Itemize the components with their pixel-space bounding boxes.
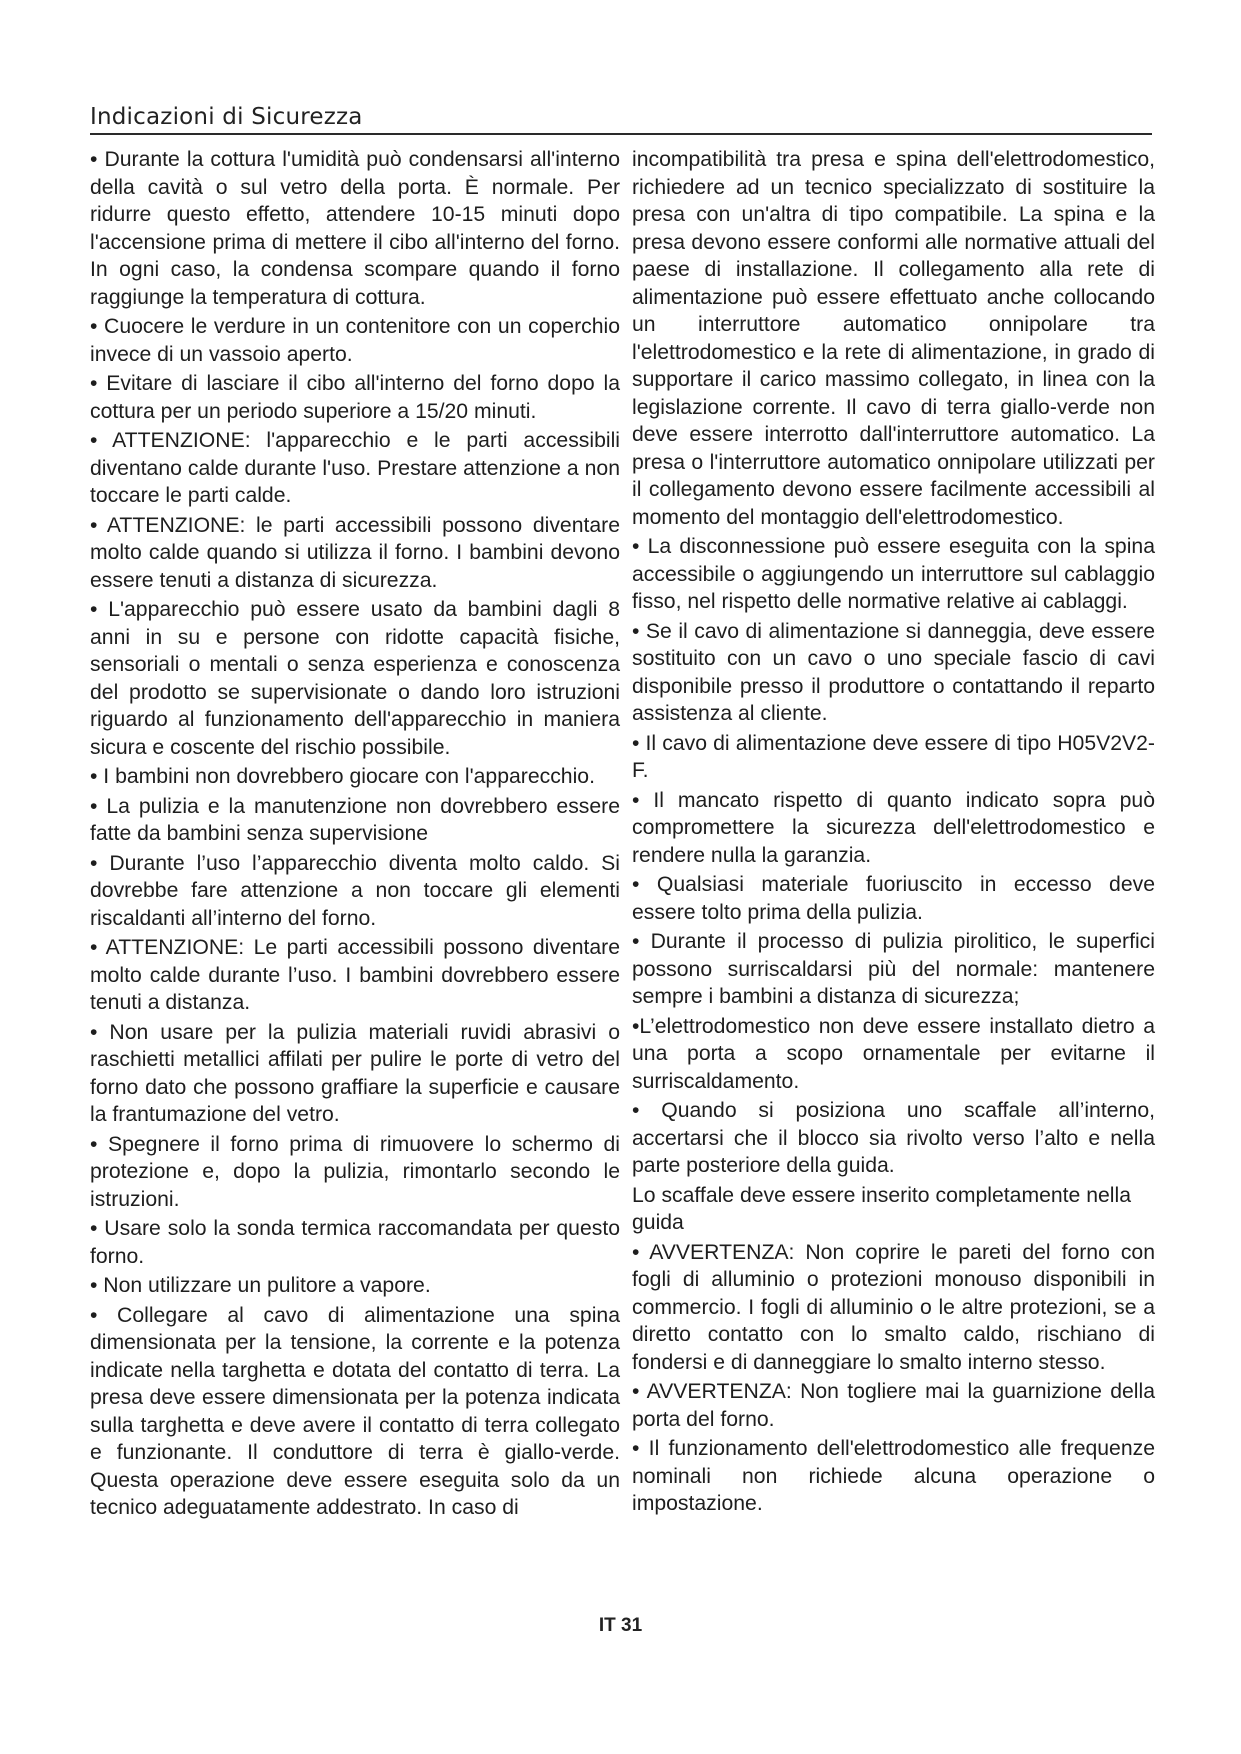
safety-paragraph: • Se il cavo di alimentazione si danneggia, deve essere sostituito con un cavo o uno speciale fascio di cavi disponibile presso il produttore o contattando il reparto assistenza al cliente.: [632, 619, 1155, 725]
safety-paragraph: • Collegare al cavo di alimentazione una spina dimensionata per la tensione, la corrente e la potenza indicate nella targhetta e dotata del contatto di terra. La presa deve essere dimensionata per la potenza indicata sulla targhetta e deve avere il contatto di terra collegato e funzionante. Il conduttore di terra è giallo-verde. Questa operazione deve essere eseguita solo da un tecnico adeguatamente addestrato. In caso di: [90, 1303, 620, 1519]
safety-paragraph: • L'apparecchio può essere usato da bambini dagli 8 anni in su e persone con ridotte capacità fisiche, sensoriali o mentali o senza esperienza e conoscenza del prodotto se supervisionate o dando loro istruzioni riguardo al funzionamento dell'apparecchio in maniera sicura e coscente del rischio possibile.: [90, 598, 620, 759]
safety-paragraph: Lo scaffale deve essere inserito completamente nella guida: [632, 1183, 1131, 1234]
safety-paragraph: • Qualsiasi materiale fuoriuscito in eccesso deve essere tolto prima della pulizia.: [632, 873, 1155, 924]
page-header: [90, 103, 1152, 135]
safety-paragraph: • Il funzionamento dell'elettrodomestico alle frequenze nominali non richiede alcuna operazione o impostazione.: [632, 1437, 1155, 1515]
safety-paragraph: • ATTENZIONE: Le parti accessibili possono diventare molto calde durante l’uso. I bambini dovrebbero essere tenuti a distanza.: [90, 936, 620, 1014]
safety-paragraph: • Usare solo la sonda termica raccomandata per questo forno.: [90, 1217, 620, 1268]
safety-paragraph: • AVVERTENZA: Non coprire le pareti del forno con fogli di alluminio o protezioni monouso disponibili in commercio. I fogli di alluminio o le altre protezioni, se a diretto contatto con lo smalto caldo, rischiano di fondersi e di danneggiare lo smalto interno stesso.: [632, 1240, 1155, 1374]
safety-paragraph: •L’elettrodomestico non deve essere installato dietro a una porta a scopo ornamentale per evitarne il surriscaldamento.: [632, 1014, 1155, 1093]
safety-paragraph: • ATTENZIONE: l'apparecchio e le parti accessibili diventano calde durante l'uso. Prestare attenzione a non toccare le parti calde.: [90, 429, 620, 507]
safety-paragraph: • Cuocere le verdure in un contenitore con un coperchio invece di un vassoio aperto.: [90, 315, 620, 366]
safety-paragraph: • Non usare per la pulizia materiali ruvidi abrasivi o raschietti metallici affilati per pulire le porte di vetro del forno dato che possono graffiare la superficie e causare la frantumazione del vetro.: [90, 1020, 620, 1126]
safety-paragraph: • Durante l’uso l’apparecchio diventa molto caldo. Si dovrebbe fare attenzione a non toccare gli elementi riscaldanti all’interno del forno.: [90, 851, 620, 930]
safety-paragraph: incompatibilità tra presa e spina dell'elettrodomestico, richiedere ad un tecnico specializzato di sostituire la presa con un'altra di tipo compatibile. La spina e la presa devono essere conformi alle normative attuali del paese di installazione. Il collegamento alla rete di alimentazione può essere effettuato anche collocando un interruttore automatico onnipolare tra l'elettrodomestico e la rete di alimentazione, in grado di supportare il carico massimo collegato, in linea con la legislazione corrente. Il cavo di terra giallo-verde non deve essere interrotto dall'interruttore automatico. La presa o l'interruttore automatico onnipolare utilizzati per il collegamento devono essere facilmente accessibili al momento del montaggio dell'elettrodomestico.: [632, 148, 1155, 529]
safety-paragraph: • Evitare di lasciare il cibo all'interno del forno dopo la cottura per un periodo superiore a 15/20 minuti.: [90, 372, 620, 423]
safety-paragraph: • Spegnere il forno prima di rimuovere lo schermo di protezione e, dopo la pulizia, rimontarlo secondo le istruzioni.: [90, 1132, 620, 1211]
safety-paragraph: • Il mancato rispetto di quanto indicato sopra può compromettere la sicurezza dell'elettrodomestico e rendere nulla la garanzia.: [632, 788, 1155, 867]
safety-paragraph: • Durante la cottura l'umidità può condensarsi all'interno della cavità o sul vetro della porta. È normale. Per ridurre questo effetto, attendere 10-15 minuti dopo l'accensione prima di mettere il cibo all'interno del forno. In ogni caso, la condensa scompare quando il forno raggiunge la temperatura di cottura.: [90, 148, 620, 309]
safety-paragraph: • Non utilizzare un pulitore a vapore.: [90, 1274, 431, 1297]
left-column: [90, 146, 620, 1524]
safety-paragraph: • La disconnessione può essere eseguita con la spina accessibile o aggiungendo un interruttore sul cablaggio fisso, nel rispetto delle normative relative ai cablaggi.: [632, 535, 1155, 613]
safety-paragraph: • Durante il processo di pulizia pirolitico, le superfici possono surriscaldarsi più del normale: mantenere sempre i bambini a distanza di sicurezza;: [632, 930, 1155, 1008]
safety-paragraph: • Il cavo di alimentazione deve essere di tipo H05V2V2-F.: [632, 731, 1155, 782]
safety-paragraph: • I bambini non dovrebbero giocare con l'apparecchio.: [90, 765, 595, 788]
safety-paragraph: • La pulizia e la manutenzione non dovrebbero essere fatte da bambini senza supervisione: [90, 794, 620, 845]
right-column: [632, 146, 1155, 1520]
safety-paragraph: • ATTENZIONE: le parti accessibili possono diventare molto calde quando si utilizza il forno. I bambini devono essere tenuti a distanza di sicurezza.: [90, 513, 620, 592]
page-number: IT 31: [598, 1615, 643, 1636]
safety-paragraph: • Quando si posiziona uno scaffale all’interno, accertarsi che il blocco sia rivolto verso l’alto e nella parte posteriore della guida.: [632, 1099, 1155, 1177]
safety-paragraph: • AVVERTENZA: Non togliere mai la guarnizione della porta del forno.: [632, 1380, 1155, 1431]
page-title: Indicazioni di Sicurezza: [90, 104, 363, 130]
